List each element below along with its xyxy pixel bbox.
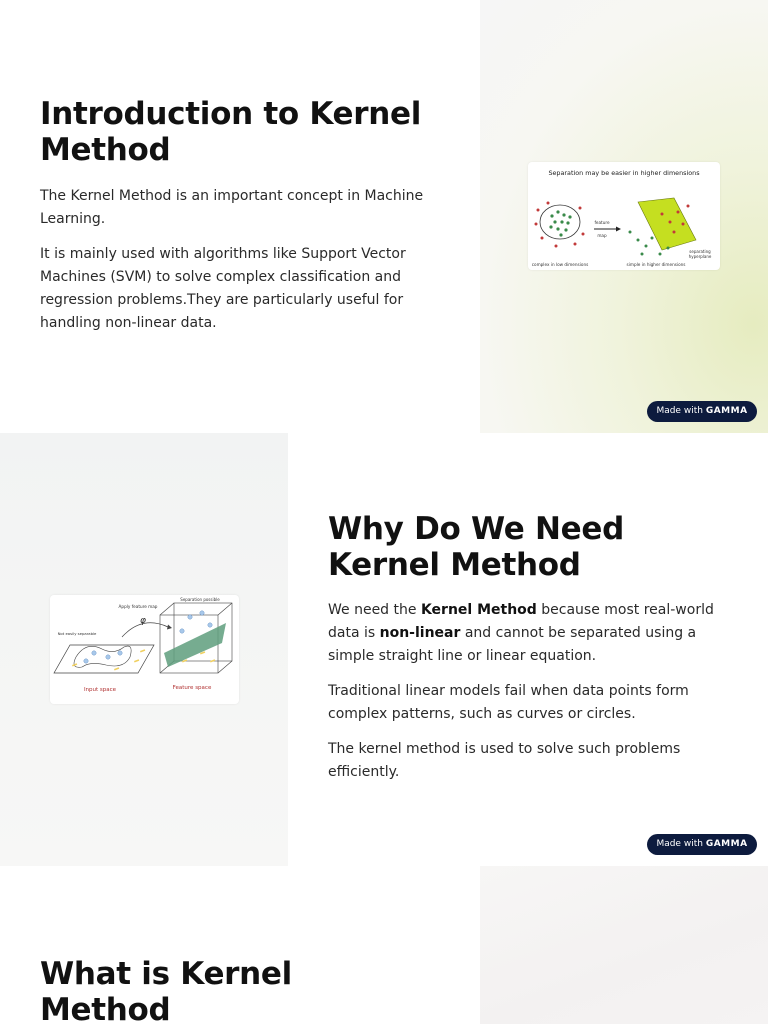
paragraph: The Kernel Method is an important concept in Machine Learning. bbox=[40, 188, 424, 227]
made-with-gamma-badge[interactable] bbox=[647, 834, 757, 855]
text-run: and cannot be separated using a simple straight line or linear equation. bbox=[328, 625, 697, 664]
slide-title bbox=[40, 956, 460, 1024]
blue-feature-points bbox=[180, 611, 212, 633]
badge-prefix: Made with bbox=[656, 406, 703, 416]
outer-points bbox=[535, 202, 585, 248]
paragraph: The kernel method is used to solve such problems efficiently. bbox=[328, 741, 681, 780]
gamma-logo: GAMMA bbox=[705, 839, 748, 849]
figure-title: Separation may be easier in higher dimensions bbox=[548, 169, 700, 177]
title-line: Why Do We Need bbox=[328, 511, 624, 547]
gamma-logo: GAMMA bbox=[705, 406, 748, 416]
bold-term: Kernel Method bbox=[420, 602, 537, 618]
arrow-label: feature bbox=[594, 220, 610, 225]
made-with-gamma-badge[interactable] bbox=[647, 401, 757, 422]
arrow-head bbox=[616, 227, 621, 232]
slide-title bbox=[40, 96, 460, 168]
plane-note: hyperplane bbox=[688, 254, 712, 259]
arrow-label: map bbox=[597, 233, 607, 238]
bold-term: non-linear bbox=[379, 625, 461, 641]
badge-prefix: Made with bbox=[656, 839, 703, 849]
separation-label: Separation possible bbox=[180, 597, 220, 602]
slide-body bbox=[40, 185, 440, 347]
image-panel bbox=[480, 866, 768, 1024]
title-line: What is Kernel bbox=[40, 956, 292, 992]
slide-body bbox=[328, 599, 738, 796]
phi-symbol: φ bbox=[140, 616, 146, 626]
paragraph: It is mainly used with algorithms like Support Vector Machines (SVM) to solve complex classification and regression problems.They are particularly useful for handling non-linear data. bbox=[40, 246, 406, 331]
feature-space-label: Feature space bbox=[172, 685, 212, 691]
higher-dimensions-figure bbox=[528, 162, 720, 270]
feature-space-figure bbox=[50, 595, 239, 704]
not-separable-label: Not easily separable bbox=[57, 631, 97, 636]
caption-right: simple in higher dimensions bbox=[626, 262, 686, 267]
text-run: because most real-world data is bbox=[328, 602, 714, 641]
apply-label: Apply feature map bbox=[118, 604, 158, 609]
slide-title bbox=[328, 511, 748, 583]
caption-left: complex in low dimensions bbox=[531, 262, 589, 267]
inner-points bbox=[549, 210, 571, 236]
input-space-label: Input space bbox=[83, 687, 117, 693]
title-line: Kernel Method bbox=[328, 547, 581, 583]
paragraph: Traditional linear models fail when data points form complex patterns, such as curves or circles. bbox=[328, 683, 689, 722]
kernel-mapping-diagram bbox=[528, 162, 720, 270]
title-line: Method bbox=[40, 132, 171, 168]
plane-note: separating bbox=[689, 249, 711, 254]
input-plane bbox=[54, 645, 154, 673]
title-line: Introduction to Kernel bbox=[40, 96, 422, 132]
text-run: We need the bbox=[328, 602, 421, 618]
feature-plane bbox=[164, 623, 226, 667]
paragraph bbox=[328, 599, 738, 668]
title-line: Method bbox=[40, 992, 171, 1024]
input-to-feature-space-diagram bbox=[50, 595, 239, 704]
arrow-head bbox=[167, 625, 172, 630]
